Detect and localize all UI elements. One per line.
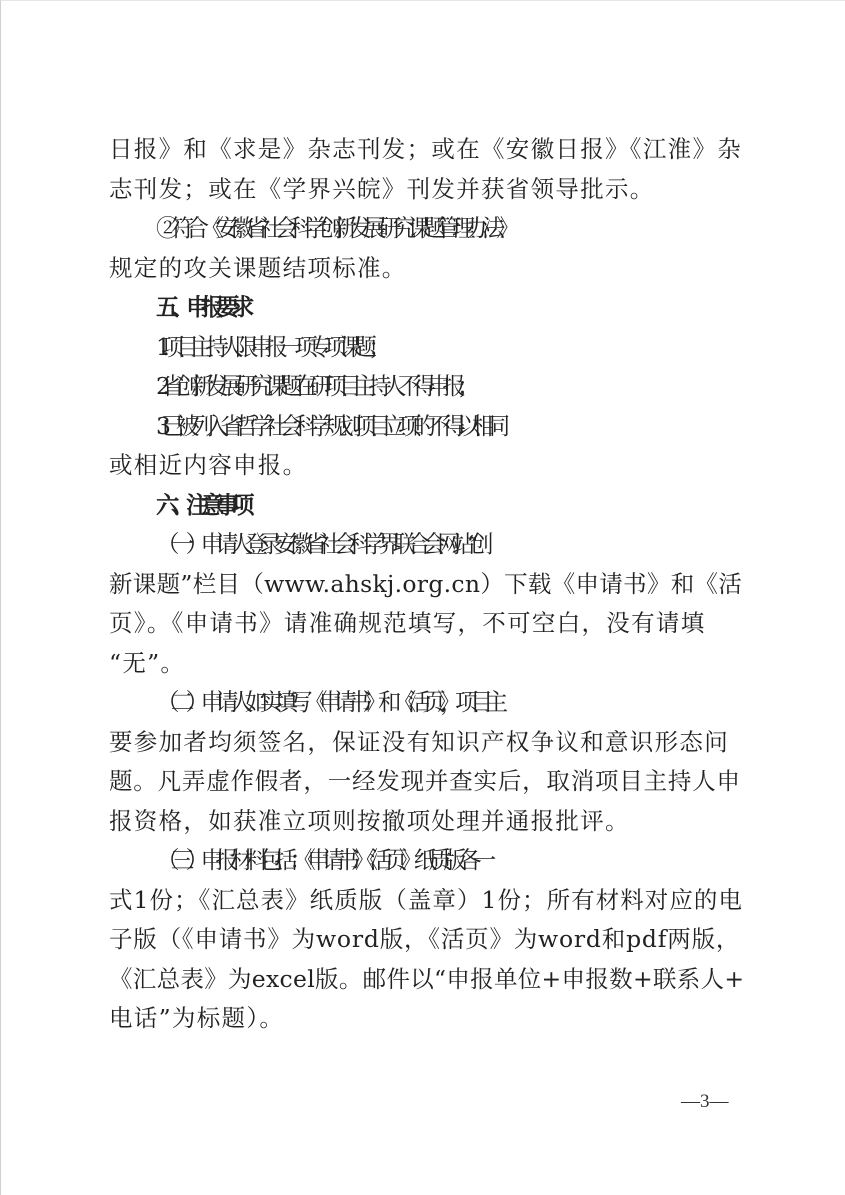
text-line: ②符合《安徽省社会科学创新发展研究课题管理办法》 <box>156 214 512 242</box>
text-line: 《汇总表》为excel版。邮件以“申报单位+申报数+联系人+ <box>109 964 745 993</box>
document-body <box>109 130 745 1039</box>
text-line: 新课题”栏目（www.ahskj.org.cn）下载《申请书》和《活 <box>109 569 743 598</box>
text-line: 志刊发；或在《学界兴皖》刊发并获省领导批示。 <box>109 174 655 203</box>
section-heading-requirements: 五、申报要求 <box>156 293 246 321</box>
text-line: “无”。 <box>109 648 186 677</box>
text-line: 规定的攻关课题结项标准。 <box>109 253 407 282</box>
section-heading-notes: 六、注意事项 <box>156 490 246 519</box>
text-line: 或相近内容申报。 <box>109 451 308 479</box>
text-line: 题。凡弄虚作假者，一经发现并查实后，取消项目主持人申 <box>109 767 741 795</box>
text-line: 3.已被列入省哲学社会科学规划项目立项的不得以相同 <box>156 411 502 440</box>
text-line: 页》。《申请书》请准确规范填写，不可空白，没有请填 <box>109 609 706 637</box>
text-line: 2.省创新发展研究课题在研项目主持人不得申报； <box>156 372 472 400</box>
text-line: （二）申请人如实填写《申请书》和《活页》，项目主 <box>156 688 500 716</box>
text-line: （三）申报材料包括：《申请书》《活页》纸质版各一 <box>156 846 488 874</box>
text-line: 式1份；《汇总表》纸质版（盖章）1份；所有材料对应的电 <box>109 885 744 914</box>
text-line: 1.项目主持人限申报一项专项课题； <box>156 332 384 361</box>
text-line: 子版（《申请书》为word版，《活页》为word和pdf两版， <box>109 925 741 953</box>
text-line: 要参加者均须签名，保证没有知识产权争议和意识形态问 <box>109 727 729 756</box>
text-line: 日报》和《求是》杂志刊发；或在《安徽日报》《江淮》杂 <box>109 135 743 163</box>
text-line: （一）申请人登录安徽省社会科学界联合会网站“创 <box>156 530 485 558</box>
page-number: —3— <box>681 1091 729 1112</box>
text-line: 报资格，如获准立项则按撤项处理并通报批评。 <box>109 806 630 835</box>
text-line: 电话”为标题）。 <box>109 1004 285 1032</box>
